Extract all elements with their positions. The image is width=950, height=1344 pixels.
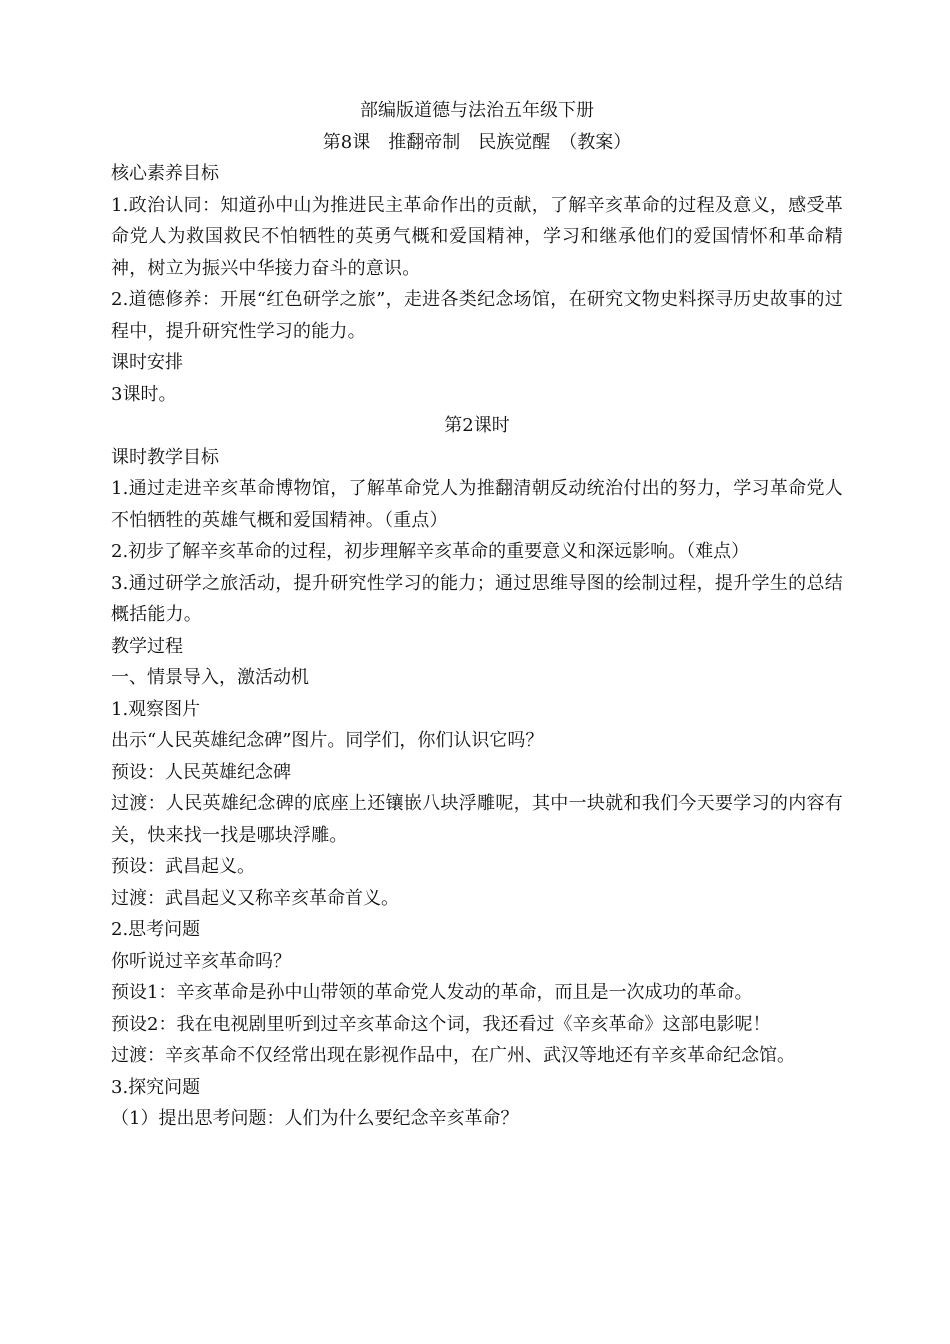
section-heading-schedule: 课时安排 bbox=[111, 352, 183, 373]
section-heading-core-goals: 核心素养目标 bbox=[111, 163, 219, 184]
lesson-goal-2: 2.初步了解辛亥革命的过程，初步理解辛亥革命的重要意义和深远影响。（难点） bbox=[111, 541, 750, 562]
step-1-2: 2.思考问题 bbox=[111, 919, 201, 940]
transition-1-paragraph: 过渡：人民英雄纪念碑的底座上还镶嵌八块浮雕呢，其中一块就和我们今天要学习的内容有关，快来找一找是哪块浮雕。 bbox=[111, 793, 843, 846]
lesson-goal-1: 1.通过走进辛亥革命博物馆，了解革命党人为推翻清朝反动统治付出的努力，学习革命党人不怕牺牲的英雄气概和爱国精神。（重点） bbox=[111, 478, 843, 531]
schedule-text: 3课时。 bbox=[111, 383, 177, 405]
section-heading-process: 教学过程 bbox=[111, 635, 183, 657]
document-subtitle: 第8课 推翻帝制 民族觉醒 （教案） bbox=[322, 131, 632, 153]
step-1-1: 1.观察图片 bbox=[111, 698, 201, 720]
preset-wuchang-line: 预设：武昌起义。 bbox=[111, 856, 255, 877]
transition-2-line: 过渡：武昌起义又称辛亥革命首义。 bbox=[111, 887, 399, 909]
document-title: 部编版道德与法治五年级下册 bbox=[360, 100, 594, 121]
core-goal-1: 1.政治认同：知道孙中山为推进民主革命作出的贡献，了解辛亥革命的过程及意义，感受革命党人为救国救民不怕牺牲的英勇气概和爱国精神，学习和继承他们的爱国情怀和革命精神，树立为振兴中华接力奋斗的意识。 bbox=[111, 194, 843, 279]
step-1-3: 3.探究问题 bbox=[111, 1076, 201, 1098]
step-1-heading: 一、情景导入，激活动机 bbox=[111, 667, 309, 688]
preset-1-line: 预设1：辛亥革命是孙中山带领的革命党人发动的革命，而且是一次成功的革命。 bbox=[111, 982, 753, 1003]
core-goal-2: 2.道德修养：开展“红色研学之旅”，走进各类纪念场馆，在研究文物史料探寻历史故事的过程中，提升研究性学习的能力。 bbox=[111, 289, 843, 342]
transition-3-line: 过渡：辛亥革命不仅经常出现在影视作品中，在广州、武汉等地还有辛亥革命纪念馆。 bbox=[111, 1045, 795, 1066]
preset-2-line: 预设2：我在电视剧里听到过辛亥革命这个词，我还看过《辛亥革命》这部电影呢！ bbox=[111, 1013, 771, 1035]
preset-monument-line: 预设：人民英雄纪念碑 bbox=[111, 761, 291, 783]
lesson-goal-3: 3.通过研学之旅活动，提升研究性学习的能力；通过思维导图的绘制过程，提升学生的总结概括能力。 bbox=[111, 572, 843, 625]
show-picture-line: 出示“人民英雄纪念碑”图片。同学们，你们认识它吗？ bbox=[111, 730, 544, 751]
explore-1-line: （1）提出思考问题：人们为什么要纪念辛亥革命？ bbox=[111, 1108, 519, 1129]
lesson-heading: 第2课时 bbox=[444, 415, 510, 436]
document-body bbox=[111, 95, 843, 1135]
question-line: 你听说过辛亥革命吗？ bbox=[111, 950, 291, 972]
section-heading-lesson-goals: 课时教学目标 bbox=[111, 446, 219, 468]
